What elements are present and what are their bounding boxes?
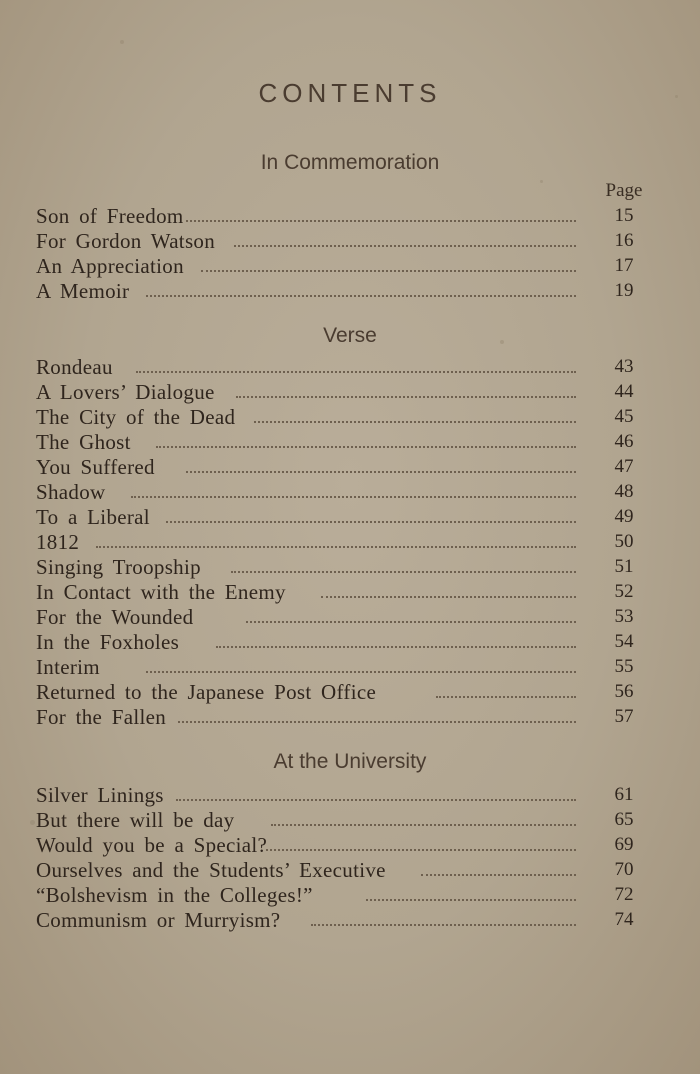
entry-page: 54 (614, 631, 634, 652)
entry-title: Silver Linings (36, 783, 164, 807)
dot-leader (254, 421, 576, 423)
dot-leader (266, 849, 576, 851)
entry-title: Son of Freedom (36, 204, 184, 228)
dot-leader (234, 245, 576, 247)
paper-spot (120, 40, 124, 44)
toc-entry (36, 680, 648, 704)
entry-title: In the Foxholes (36, 630, 180, 654)
entry-page: 61 (614, 784, 634, 805)
entry-page: 56 (614, 681, 634, 702)
section-heading-commemoration: In Commemoration (260, 151, 440, 174)
entry-page: 55 (614, 656, 634, 677)
dot-leader (156, 446, 576, 448)
entry-page: 74 (614, 909, 634, 930)
entry-title: Communism or Murryism? (36, 908, 281, 932)
toc-entry (36, 355, 648, 379)
entry-title: But there will be day (36, 808, 235, 832)
entry-page: 48 (614, 481, 634, 502)
entry-page: 46 (614, 431, 634, 452)
entry-title: “Bolshevism in the Colleges!” (36, 883, 313, 907)
entry-title: For the Fallen (36, 705, 167, 729)
toc-entry (36, 605, 648, 629)
toc-entry (36, 630, 648, 654)
dot-leader (321, 596, 576, 598)
entry-page: 43 (614, 356, 634, 377)
toc-entry (36, 808, 648, 832)
dot-leader (216, 646, 576, 648)
dot-leader (246, 621, 576, 623)
entry-title: An Appreciation (36, 254, 184, 278)
paper-spot (540, 180, 543, 183)
dot-leader (186, 220, 576, 222)
entry-title: Ourselves and the Students’ Executive (36, 858, 386, 882)
page-column-label: Page (605, 180, 643, 201)
toc-entry (36, 430, 648, 454)
toc-entry (36, 705, 648, 729)
toc-entry (36, 858, 648, 882)
entry-title: You Suffered (36, 455, 155, 479)
toc-entry (36, 505, 648, 529)
toc-entry (36, 204, 648, 228)
section-heading-verse: Verse (323, 324, 377, 347)
entry-page: 69 (614, 834, 634, 855)
entry-page: 50 (614, 531, 634, 552)
dot-leader (166, 521, 576, 523)
entry-title: The Ghost (36, 430, 131, 454)
paper-spot (30, 820, 35, 825)
entry-page: 47 (614, 456, 634, 477)
entry-page: 53 (614, 606, 634, 627)
toc-entry (36, 480, 648, 504)
toc-entry (36, 530, 648, 554)
entry-title: A Lovers’ Dialogue (36, 380, 215, 404)
dot-leader (146, 295, 576, 297)
toc-entry (36, 405, 648, 429)
dot-leader (421, 874, 576, 876)
toc-entry (36, 229, 648, 253)
dot-leader (231, 571, 576, 573)
toc-entry (36, 883, 648, 907)
dot-leader (271, 824, 576, 826)
entry-title: For Gordon Watson (36, 229, 216, 253)
entry-page: 49 (614, 506, 634, 527)
toc-entry (36, 555, 648, 579)
toc-entry (36, 783, 648, 807)
entry-page: 57 (614, 706, 634, 727)
toc-entry (36, 254, 648, 278)
dot-leader (366, 899, 576, 901)
toc-entry (36, 455, 648, 479)
dot-leader (186, 471, 576, 473)
entry-page: 51 (614, 556, 634, 577)
entry-title: In Contact with the Enemy (36, 580, 286, 604)
entry-page: 17 (614, 255, 634, 276)
entry-page: 70 (614, 859, 634, 880)
toc-entry (36, 580, 648, 604)
entry-page: 19 (614, 280, 634, 301)
entry-title: The City of the Dead (36, 405, 236, 429)
entry-page: 16 (614, 230, 634, 251)
entry-page: 45 (614, 406, 634, 427)
entry-title: To a Liberal (36, 505, 150, 529)
entry-title: Returned to the Japanese Post Office (36, 680, 377, 704)
toc-entry (36, 279, 648, 303)
entry-title: 1812 (36, 530, 80, 554)
entry-title: Interim (36, 655, 100, 679)
dot-leader (131, 496, 576, 498)
toc-entry (36, 908, 648, 932)
entry-title: Singing Troopship (36, 555, 201, 579)
toc-entry (36, 380, 648, 404)
dot-leader (96, 546, 576, 548)
dot-leader (311, 924, 576, 926)
page-title: CONTENTS (258, 78, 442, 108)
toc-entry (36, 833, 648, 857)
entry-title: Rondeau (36, 355, 113, 379)
dot-leader (176, 799, 576, 801)
dot-leader (201, 270, 576, 272)
dot-leader (436, 696, 576, 698)
entry-page: 65 (614, 809, 634, 830)
entry-title: A Memoir (36, 279, 130, 303)
entry-title: Would you be a Special? (36, 833, 268, 857)
dot-leader (136, 371, 576, 373)
entry-page: 72 (614, 884, 634, 905)
dot-leader (146, 671, 576, 673)
entry-title: Shadow (36, 480, 106, 504)
section-heading-university: At the University (273, 750, 427, 773)
entry-page: 44 (614, 381, 634, 402)
toc-entry (36, 655, 648, 679)
dot-leader (178, 721, 576, 723)
entry-page: 15 (614, 205, 634, 226)
dot-leader (236, 396, 576, 398)
entry-page: 52 (614, 581, 634, 602)
entry-title: For the Wounded (36, 605, 194, 629)
